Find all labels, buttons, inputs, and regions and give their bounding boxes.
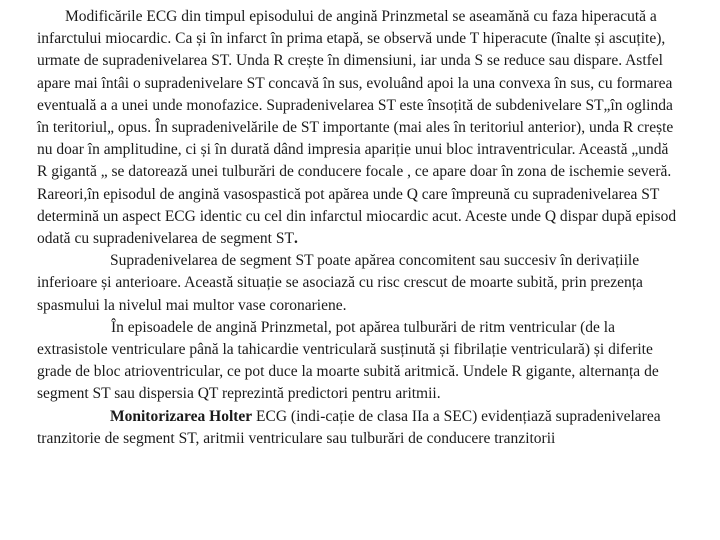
paragraph-ecg-changes [37,6,682,250]
paragraph-st-elevation-text: Supradenivelarea de segment ST poate apărea concomitent sau succesiv în derivațiile inferioare și anterioare. Această situație se asociază cu risc crescut de moarte subită, prin prezența spasmului la nivelul mai multor vase coronariene. [37,252,643,314]
paragraph-ecg-changes-end: . [293,230,298,248]
paragraph-arrhythmias [37,317,682,406]
holter-heading: Monitorizarea Holter [110,407,253,425]
paragraph-ecg-changes-text: Modificările ECG din timpul episodului de angină Prinzmetal se aseamănă cu faza hiperacută a infarctului miocardic. Ca și în infarct în prima etapă, se observă unde T hiperacute (înalte și ascuțite), urmate de supradenivelarea ST. Unda R crește în dimensiuni, iar unda S se reduce sau dispare. Astfel apare mai întâi o supradenivelare ST concavă în sus, evoluând apoi la una convexa în sus, cu formarea eventuală a a unei unde monofazice. Supradenivelarea ST este însoțită de subdenivelare ST„în oglinda în teritoriul„ opus. În supradenivelările de ST importante (mai ales în teritoriul anterior), unda R crește nu doar în amplitudine, ci și în durată dând impresia apariție unui bloc intraventricular. Această „undă R gigantă „ se datorează unei tulburări de conducere focale , ce apare doar în zona de ischemie severă. Rareori,în episodul de angină vasospastică pot apărea unde Q care împreună cu supradenivelarea ST determină un aspect ECG identic cu cel din infarctul miocardic acut. Aceste unde Q dispar după episod odată cu supradenivelarea de segment ST [37,8,677,248]
paragraph-holter-text: ECG (indi-cație de clasa IIa a SEC) evidențiază supradenivelarea tranzitorie de segment ST, aritmii ventriculare sau tulburări de conducere tranzitorii [37,407,661,447]
paragraph-holter [37,406,682,450]
paragraph-st-elevation [37,250,682,317]
paragraph-arrhythmias-text: În episoadele de angină Prinzmetal, pot apărea tulburări de ritm ventricular (de la extrasistole ventriculare până la tahicardie ventriculară susținută și fibrilație ventriculară) și diferite grade de bloc atrioventricular, ce pot duce la moarte subită aritmică. Undele R gigante, alternanța de segment ST sau dispersia QT reprezintă predictori pentru aritmii. [37,318,659,403]
document-body [37,6,682,450]
